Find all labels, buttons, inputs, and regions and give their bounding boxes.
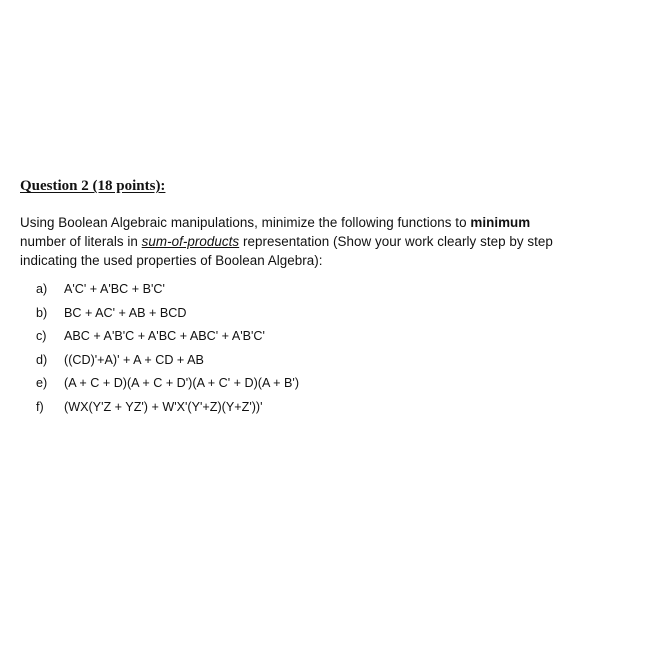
question-instructions: [20, 213, 664, 270]
item-letter: b): [36, 305, 48, 320]
item-letter: f): [36, 399, 44, 414]
instructions-line-1: [20, 213, 664, 232]
item-expression: ((CD)'+A)' + A + CD + AB: [64, 352, 204, 367]
item-letter: c): [36, 329, 47, 344]
function-item-d: [36, 353, 664, 377]
question-document: [20, 178, 664, 424]
function-item-f: [36, 400, 664, 424]
item-letter: d): [36, 352, 48, 367]
item-expression: ABC + A'B'C + A'BC + ABC' + A'B'C': [64, 329, 265, 344]
instructions-line-1-text: Using Boolean Algebraic manipulations, minimize the following functions to: [20, 215, 471, 230]
instructions-term-sum-of-products: sum-of-products: [141, 234, 240, 249]
item-expression: BC + AC' + AB + BCD: [64, 305, 187, 320]
function-item-b: [36, 306, 664, 330]
instructions-emphasis-minimum: minimum: [470, 215, 531, 230]
item-letter: a): [36, 282, 48, 296]
function-item-a: [36, 282, 664, 306]
item-expression: (WX(Y'Z + YZ') + W'X'(Y'+Z)(Y+Z'))': [64, 399, 263, 414]
function-item-c: [36, 329, 664, 353]
function-item-e: [36, 376, 664, 400]
item-letter: e): [36, 376, 48, 391]
item-expression: (A + C + D)(A + C + D')(A + C' + D)(A + B'): [64, 376, 300, 391]
question-heading: Question 2 (18 points):: [20, 178, 166, 194]
instructions-line-2: [20, 232, 664, 251]
instructions-line-2-text: number of literals in: [20, 234, 142, 249]
function-list: [36, 282, 664, 424]
instructions-line-2-suffix: representation (Show your work clearly step by step: [239, 234, 553, 249]
instructions-line-3: indicating the used properties of Boolean Algebra):: [20, 253, 323, 268]
item-expression: A'C' + A'BC + B'C': [64, 282, 165, 296]
